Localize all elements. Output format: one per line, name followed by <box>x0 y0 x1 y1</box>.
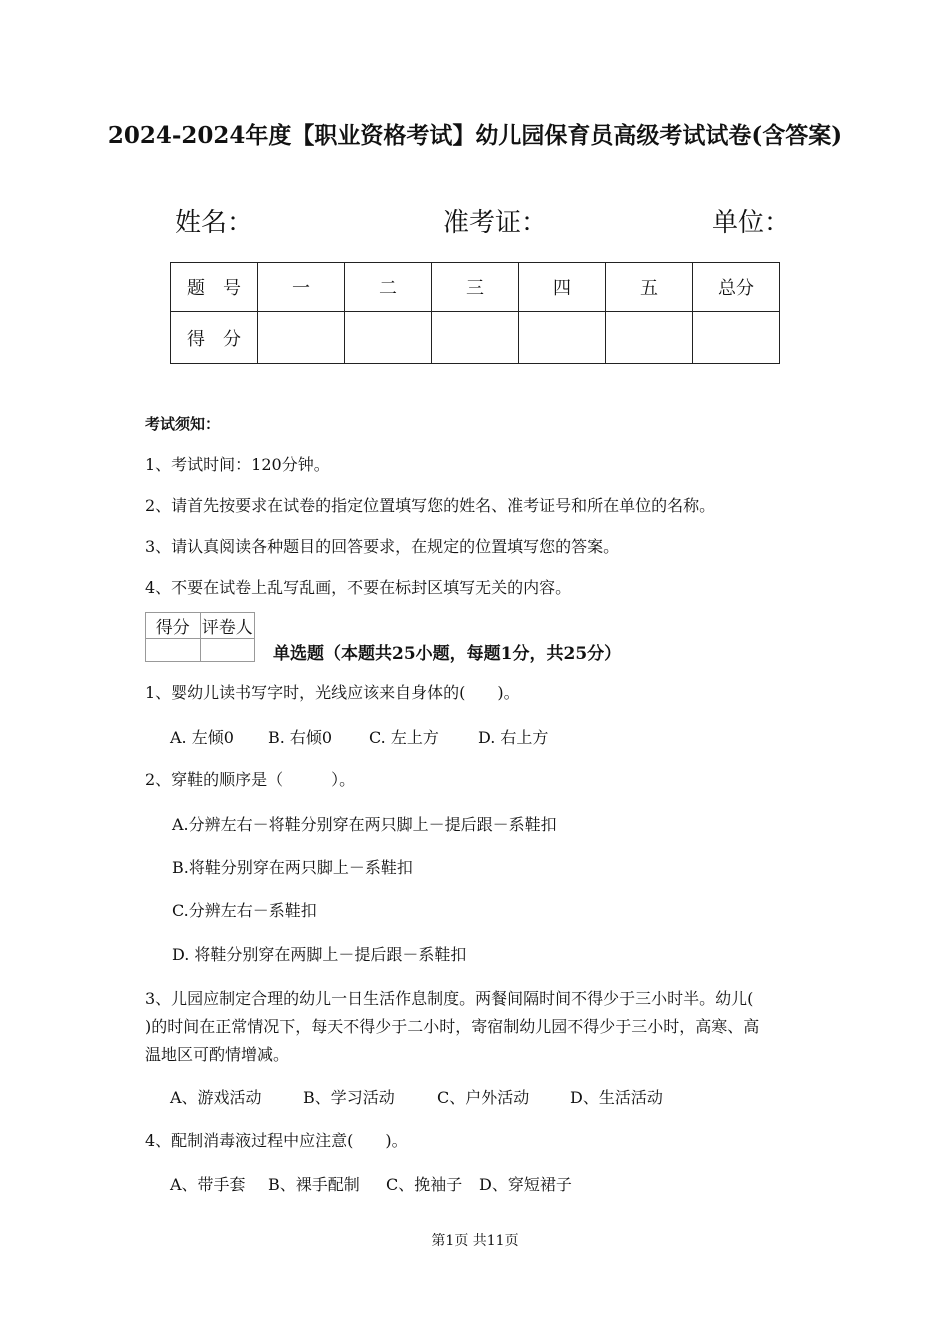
question-option: A. 左倾0 <box>170 728 234 747</box>
score-table-score-row <box>171 312 780 364</box>
instruction-item: 3、请认真阅读各种题目的回答要求，在规定的位置填写您的答案。 <box>145 537 620 556</box>
question-option: C、挽袖子 <box>386 1175 463 1194</box>
unit-label: 单位： <box>712 208 791 238</box>
score-input-cell[interactable] <box>693 312 780 364</box>
question-option: B.将鞋分别穿在两只脚上－系鞋扣 <box>172 858 413 877</box>
page-number: 第1页 共11页 <box>431 1233 519 1249</box>
question-option: B、裸手配制 <box>268 1175 360 1194</box>
exam-id-label: 准考证： <box>443 208 548 238</box>
question-stem: 1、婴幼儿读书写字时，光线应该来自身体的( )。 <box>145 683 520 702</box>
question-option: B、学习活动 <box>303 1088 395 1107</box>
grader-box <box>145 612 255 662</box>
score-table-cell: 总分 <box>693 263 780 312</box>
question-option: C.分辨左右－系鞋扣 <box>172 901 317 920</box>
question-stem-line: 3、儿园应制定合理的幼儿一日生活作息制度。两餐间隔时间不得少于三小时半。幼儿( <box>145 989 754 1008</box>
question-option: C、户外活动 <box>437 1088 530 1107</box>
score-table-cell: 一 <box>258 263 345 312</box>
score-row-label: 得 分 <box>171 312 258 364</box>
score-table-cell: 题 号 <box>171 263 258 312</box>
score-table <box>170 262 780 364</box>
page-title: 2024-2024年度【职业资格考试】幼儿园保育员高级考试试卷(含答案) <box>107 122 843 149</box>
question-option: D. 将鞋分别穿在两脚上－提后跟－系鞋扣 <box>172 945 467 964</box>
question-option: A.分辨左右－将鞋分别穿在两只脚上－提后跟－系鞋扣 <box>172 815 557 834</box>
grader-name-cell[interactable] <box>200 639 255 662</box>
grader-score-label: 得分 <box>146 613 201 639</box>
question-option: D、生活活动 <box>570 1088 663 1107</box>
score-input-cell[interactable] <box>432 312 519 364</box>
question-option: D、穿短裙子 <box>479 1175 572 1194</box>
question-stem-line: 温地区可酌情增减。 <box>145 1045 290 1064</box>
score-input-cell[interactable] <box>258 312 345 364</box>
question-option: B. 右倾0 <box>268 728 333 747</box>
instruction-item: 4、不要在试卷上乱写乱画，不要在标封区填写无关的内容。 <box>145 578 572 597</box>
grader-score-cell[interactable] <box>146 639 201 662</box>
score-input-cell[interactable] <box>606 312 693 364</box>
score-input-cell[interactable] <box>519 312 606 364</box>
score-table-header-row <box>171 263 780 312</box>
question-stem: 2、穿鞋的顺序是（ ）。 <box>145 770 356 789</box>
section-heading: 单选题（本题共25小题，每题1分，共25分） <box>273 644 622 664</box>
question-option: C. 左上方 <box>369 728 439 747</box>
score-table-cell: 五 <box>606 263 693 312</box>
instruction-item: 2、请首先按要求在试卷的指定位置填写您的姓名、准考证号和所在单位的名称。 <box>145 496 716 515</box>
score-table-cell: 二 <box>345 263 432 312</box>
question-option: A、游戏活动 <box>170 1088 262 1107</box>
question-stem-line: )的时间在正常情况下，每天不得少于二小时，寄宿制幼儿园不得少于三小时，高寒、高 <box>145 1017 760 1036</box>
question-option: A、带手套 <box>170 1175 246 1194</box>
instructions-heading: 考试须知： <box>145 415 221 433</box>
instruction-item: 1、考试时间：120分钟。 <box>145 455 330 474</box>
grader-label: 评卷人 <box>200 613 255 639</box>
score-input-cell[interactable] <box>345 312 432 364</box>
question-option: D. 右上方 <box>478 728 549 747</box>
score-table-cell: 四 <box>519 263 606 312</box>
score-table-cell: 三 <box>432 263 519 312</box>
name-label: 姓名： <box>175 208 254 238</box>
question-stem: 4、配制消毒液过程中应注意( )。 <box>145 1131 408 1150</box>
